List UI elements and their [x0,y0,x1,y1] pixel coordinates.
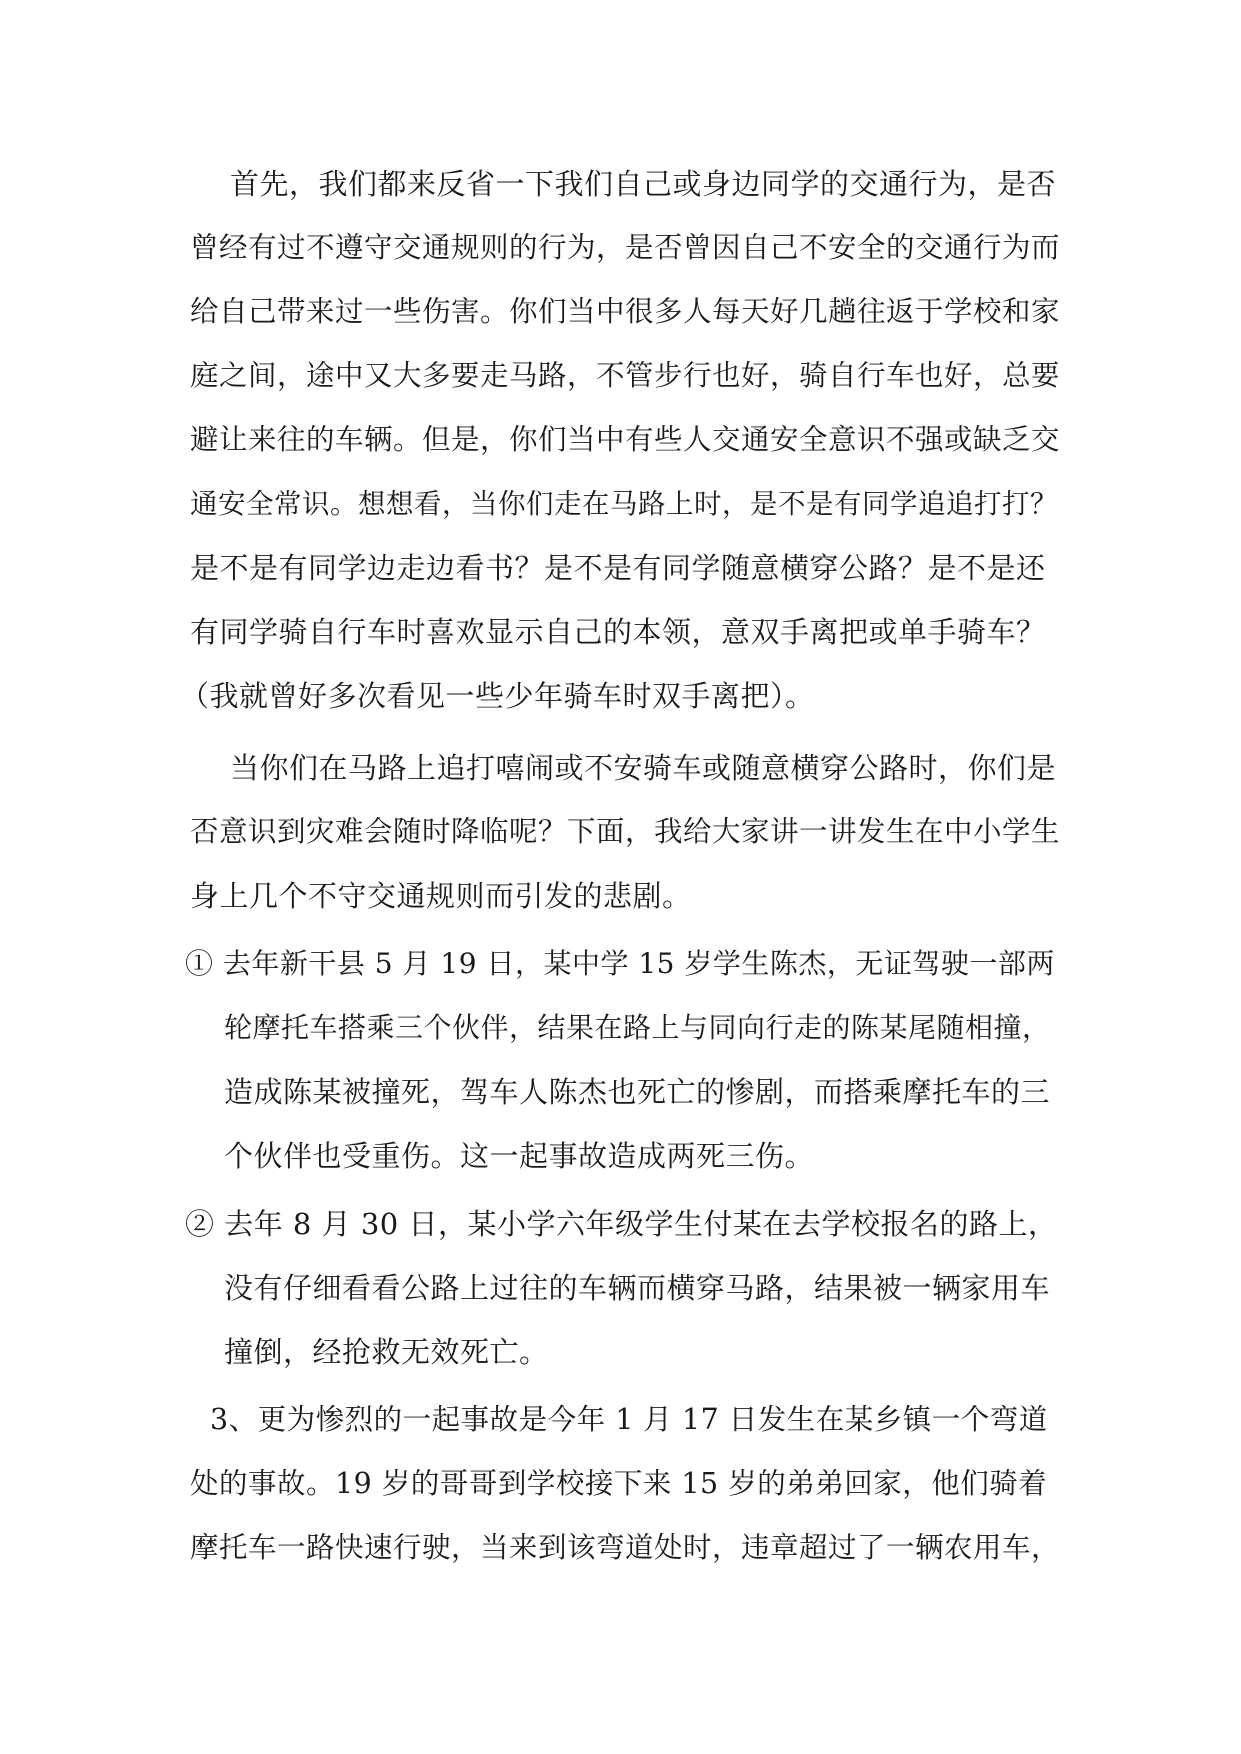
list-item-line: ② 去年 8 月 30 日，某小学六年级学生付某在去学校报名的路上， [185,1207,1058,1241]
list-item-line: 没有仔细看看公路上过往的车辆而横穿马路，结果被一辆家用车 [224,1271,1051,1305]
text-line: 首先，我们都来反省一下我们自己或身边同学的交通行为，是否 [230,167,1057,201]
text-line: 庭之间，途中又大多要走马路，不管步行也好，骑自行车也好，总要 [190,359,1061,392]
list-item-line: ① 去年新干县 5 月 19 日，某中学 15 岁学生陈杰，无证驾驶一部两 [185,947,1055,980]
text-line: 曾经有过不遵守交通规则的行为，是否曾因自己不安全的交通行为而 [190,231,1061,264]
text-line: 处的事故。19 岁的哥哥到学校接下来 15 岁的弟弟回家，他们骑着 [190,1467,1048,1500]
text-line: 摩托车一路快速行驶，当来到该弯道处时，违章超过了一辆农用车， [190,1531,1061,1564]
text-line: 3、更为惨烈的一起事故是今年 1 月 17 日发生在某乡镇一个弯道 [210,1403,1048,1436]
text-line: 身上几个不守交通规则而引发的悲剧。 [190,879,692,913]
list-item-line: 撞倒，经抢救无效死亡。 [224,1335,549,1369]
text-line: 有同学骑自行车时喜欢显示自己的本领，意双手离把或单手骑车？ [190,615,1046,649]
text-line: 通安全常识。想想看，当你们走在马路上时，是不是有同学追追打打？ [190,488,1058,520]
list-item-line: 轮摩托车搭乘三个伙伴，结果在路上与同向行走的陈某尾随相撞， [224,1011,1051,1044]
text-line: 给自己带来过一些伤害。你们当中很多人每天好几趟往返于学校和家 [190,295,1061,328]
text-line: （我就曾好多次看见一些少年骑车时双手离把）。 [180,679,815,713]
text-line: 是不是有同学边走边看书？是不是有同学随意横穿公路？是不是还 [190,551,1046,585]
list-item-line: 造成陈某被撞死，驾车人陈杰也死亡的惨剧，而搭乘摩托车的三 [224,1075,1051,1109]
text-line: 避让来往的车辆。但是，你们当中有些人交通安全意识不强或缺乏交 [190,423,1061,456]
text-line: 否意识到灾难会随时降临呢？下面，我给大家讲一讲发生在中小学生 [190,815,1061,848]
text-line: 当你们在马路上追打嘻闹或不安骑车或随意横穿公路时，你们是 [230,751,1057,785]
list-item-line: 个伙伴也受重伤。这一起事故造成两死三伤。 [224,1139,815,1173]
